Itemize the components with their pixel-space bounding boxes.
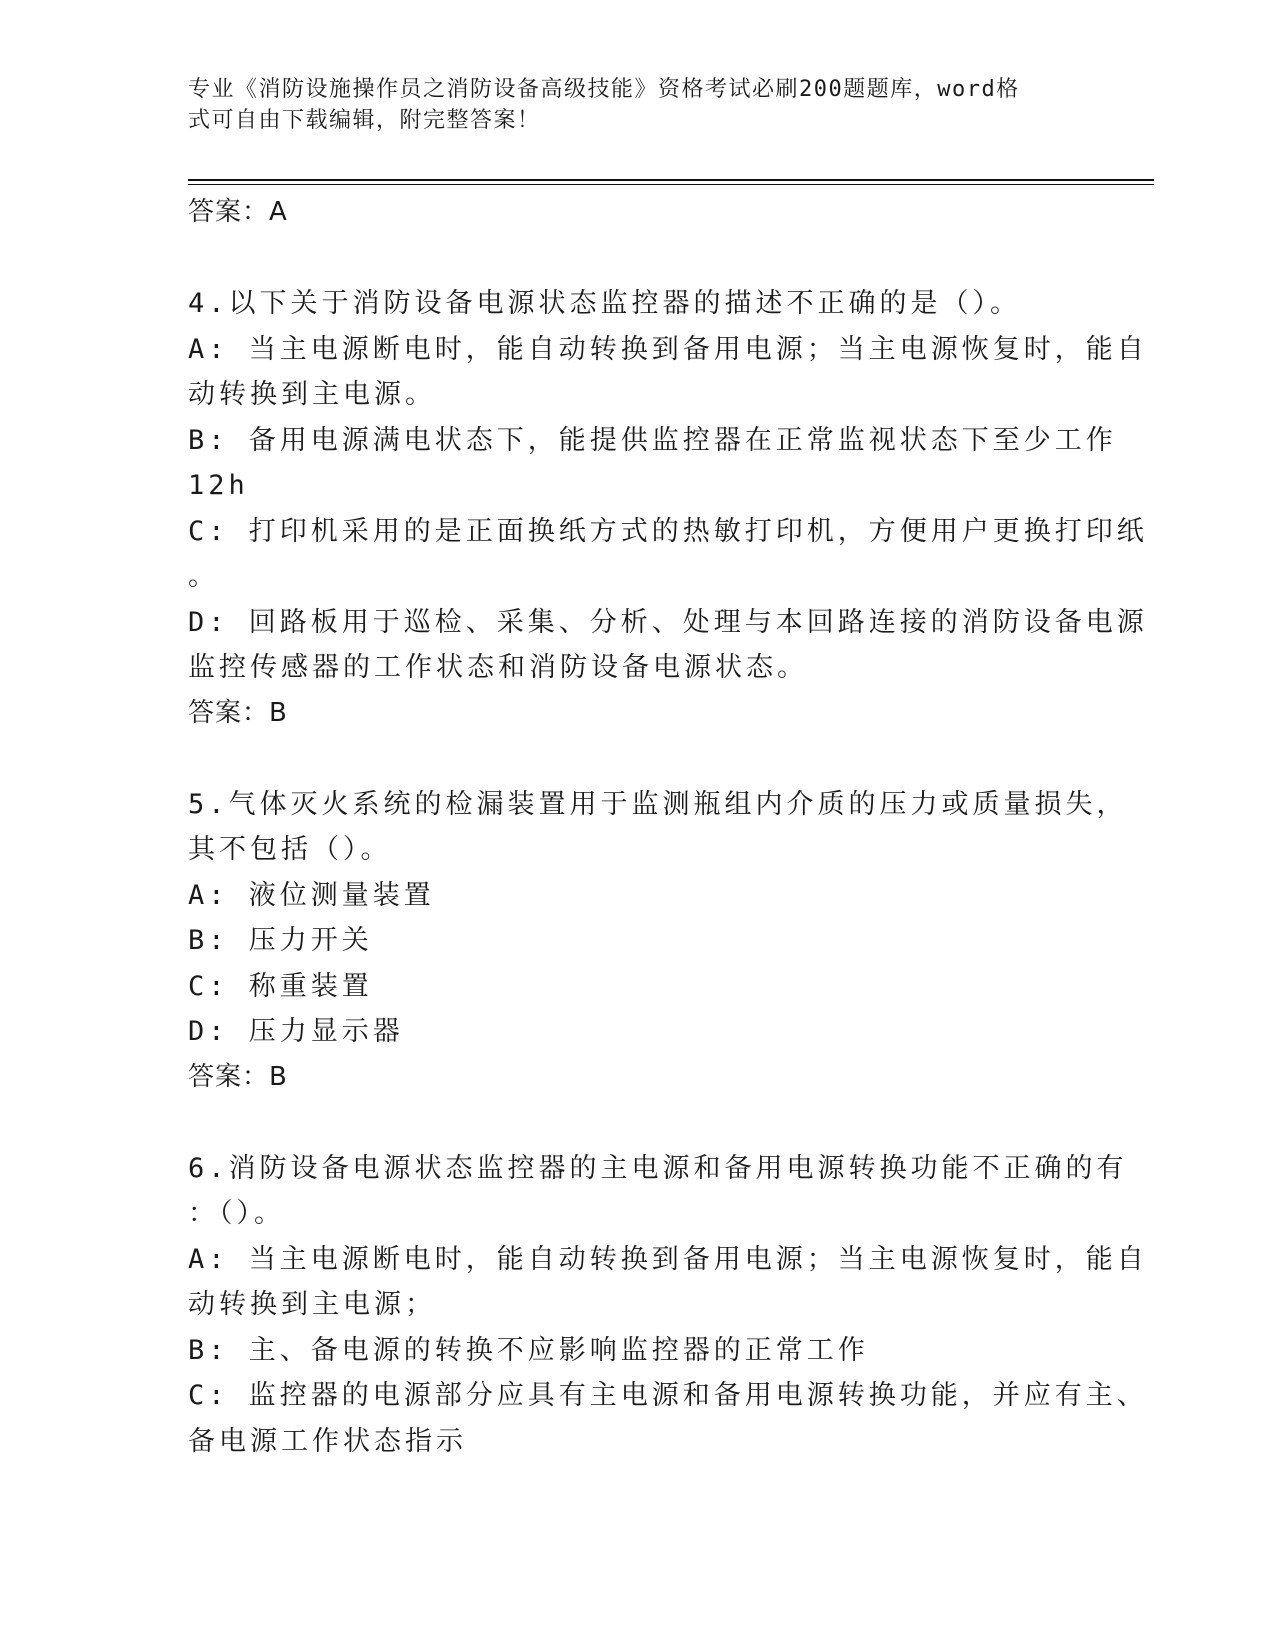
document-header xyxy=(188,74,1068,136)
document-body xyxy=(188,190,1148,1464)
option-d: D: 压力显示器 xyxy=(188,1016,404,1047)
option-a: A: 液位测量装置 xyxy=(188,879,435,911)
spacer xyxy=(188,736,1088,782)
option-c: C: 打印机采用的是正面换纸方式的热敏打印机，方便用户更换打印纸 xyxy=(188,515,1148,547)
option-c-cont: 。 xyxy=(188,561,219,592)
spacer xyxy=(188,236,1088,282)
header-line-1: 专业《消防设施操作员之消防设备高级技能》资格考试必刷200题题库，word格 xyxy=(188,77,1020,102)
header-rule-thick xyxy=(188,179,1154,181)
option-d-cont: 监控传感器的工作状态和消防设备电源状态。 xyxy=(188,652,808,683)
answer-previous: 答案：A xyxy=(188,197,288,227)
question-4 xyxy=(188,281,1148,736)
option-a: A: 当主电源断电时，能自动转换到备用电源；当主电源恢复时，能自 xyxy=(188,1243,1148,1275)
question-stem: 5.气体灭火系统的检漏装置用于监测瓶组内介质的压力或质量损失， xyxy=(188,788,1128,820)
option-c-cont: 备电源工作状态指示 xyxy=(188,1425,467,1457)
answer: 答案：B xyxy=(188,697,288,728)
option-b-cont: 12h xyxy=(188,470,249,501)
question-stem: 6.消防设备电源状态监控器的主电源和备用电源转换功能不正确的有 xyxy=(188,1152,1128,1184)
question-stem-cont: 其不包括（）。 xyxy=(188,834,392,865)
option-a-cont: 动转换到主电源。 xyxy=(188,379,436,410)
option-a: A: 当主电源断电时，能自动转换到备用电源；当主电源恢复时，能自 xyxy=(188,333,1148,365)
spacer xyxy=(188,1100,1088,1146)
option-a-cont: 动转换到主电源； xyxy=(188,1289,436,1320)
option-b: B: 压力开关 xyxy=(188,925,373,956)
question-stem: 4.以下关于消防设备电源状态监控器的描述不正确的是（）。 xyxy=(188,288,1022,319)
question-stem-cont: ：（）。 xyxy=(188,1198,285,1229)
option-b: B: 备用电源满电状态下，能提供监控器在正常监视状态下至少工作 xyxy=(188,424,1117,456)
header-rule-thin xyxy=(188,184,1154,185)
option-d: D: 回路板用于巡检、采集、分析、处理与本回路连接的消防设备电源 xyxy=(188,606,1148,638)
question-5 xyxy=(188,782,1128,1101)
option-b: B: 主、备电源的转换不应影响监控器的正常工作 xyxy=(188,1334,869,1366)
option-c: C: 称重装置 xyxy=(188,970,373,1002)
question-6 xyxy=(188,1146,1148,1465)
answer: 答案：B xyxy=(188,1061,288,1092)
option-c: C: 监控器的电源部分应具有主电源和备用电源转换功能，并应有主、 xyxy=(188,1380,1148,1411)
header-line-2: 式可自由下载编辑，附完整答案！ xyxy=(188,108,541,133)
